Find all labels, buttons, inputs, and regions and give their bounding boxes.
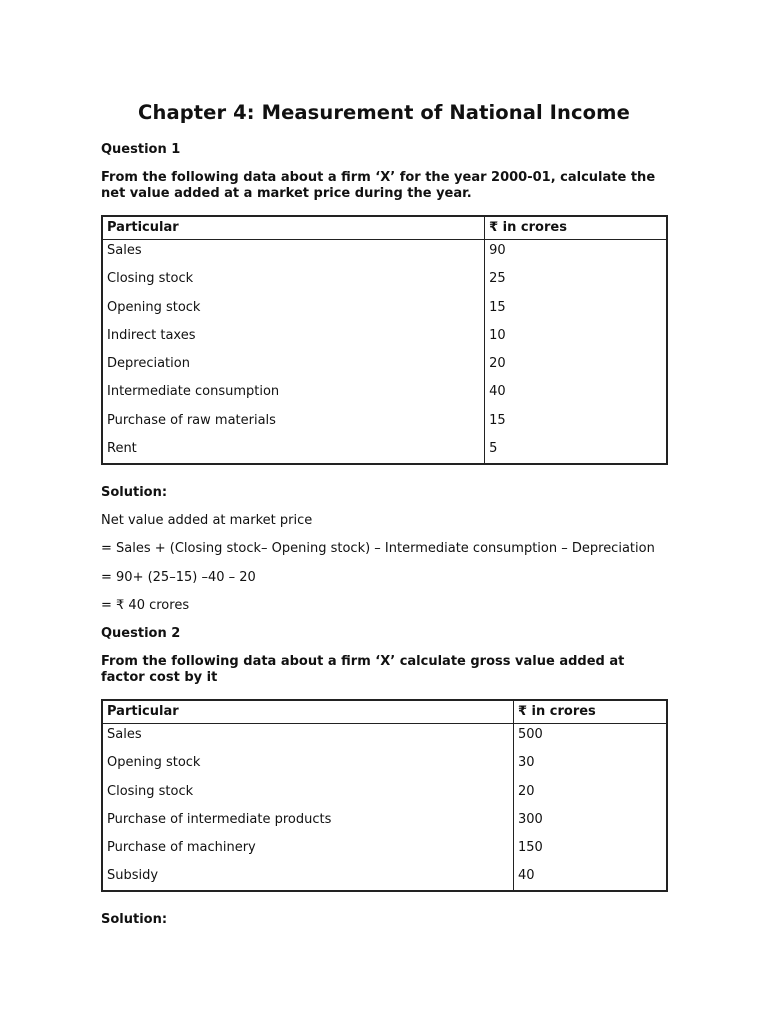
table-row	[102, 381, 667, 409]
table-row	[102, 438, 667, 464]
question-2-heading: Question 2	[101, 626, 181, 641]
particular-cell: Indirect taxes	[102, 325, 485, 353]
amount-cell: 15	[485, 410, 667, 438]
amount-cell: 20	[485, 353, 667, 381]
solution-line: = Sales + (Closing stock– Opening stock) – Intermediate consumption – Depreciation	[101, 541, 655, 556]
particular-cell: Purchase of raw materials	[102, 410, 485, 438]
table-row	[102, 353, 667, 381]
particular-cell: Rent	[102, 438, 485, 464]
particular-cell: Sales	[102, 724, 513, 753]
particular-cell: Subsidy	[102, 865, 513, 891]
table-row	[102, 781, 667, 809]
table-header-row	[102, 216, 667, 240]
particular-cell: Closing stock	[102, 781, 513, 809]
solution-line: Net value added at market price	[101, 513, 313, 528]
table-row	[102, 268, 667, 296]
particular-cell: Depreciation	[102, 353, 485, 381]
particular-cell: Sales	[102, 240, 485, 269]
column-header-particular: Particular	[102, 216, 485, 240]
amount-cell: 150	[513, 837, 667, 865]
table-header-row	[102, 700, 667, 724]
table-row	[102, 297, 667, 325]
amount-cell: 500	[513, 724, 667, 753]
particular-cell: Opening stock	[102, 752, 513, 780]
particular-cell: Closing stock	[102, 268, 485, 296]
particular-cell: Purchase of machinery	[102, 837, 513, 865]
column-header-amount: ₹ in crores	[513, 700, 667, 724]
question-1-text: From the following data about a firm ‘X’ for the year 2000-01, calculate the net value added at a market price during the year.	[101, 170, 656, 201]
amount-cell: 10	[485, 325, 667, 353]
table-row	[102, 410, 667, 438]
question-2-text: From the following data about a firm ‘X’ calculate gross value added at factor cost by it	[101, 654, 625, 685]
table-row	[102, 809, 667, 837]
table-row	[102, 240, 667, 269]
page-title: Chapter 4: Measurement of National Income	[138, 101, 630, 124]
column-header-amount: ₹ in crores	[485, 216, 667, 240]
amount-cell: 25	[485, 268, 667, 296]
column-header-particular: Particular	[102, 700, 513, 724]
question-1-solution-label: Solution:	[101, 485, 168, 500]
table-row	[102, 837, 667, 865]
question-1-heading: Question 1	[101, 142, 181, 157]
amount-cell: 30	[513, 752, 667, 780]
question-2-solution-label: Solution:	[101, 912, 168, 927]
amount-cell: 90	[485, 240, 667, 269]
table-row	[102, 752, 667, 780]
table-row	[102, 865, 667, 891]
particular-cell: Intermediate consumption	[102, 381, 485, 409]
amount-cell: 40	[513, 865, 667, 891]
amount-cell: 20	[513, 781, 667, 809]
solution-line: = ₹ 40 crores	[101, 598, 190, 613]
particular-cell: Opening stock	[102, 297, 485, 325]
table-row	[102, 325, 667, 353]
amount-cell: 5	[485, 438, 667, 464]
solution-line: = 90+ (25–15) –40 – 20	[101, 570, 256, 585]
question-1-table	[101, 215, 668, 465]
amount-cell: 40	[485, 381, 667, 409]
amount-cell: 300	[513, 809, 667, 837]
table-row	[102, 724, 667, 753]
particular-cell: Purchase of intermediate products	[102, 809, 513, 837]
question-2-table	[101, 699, 668, 892]
amount-cell: 15	[485, 297, 667, 325]
